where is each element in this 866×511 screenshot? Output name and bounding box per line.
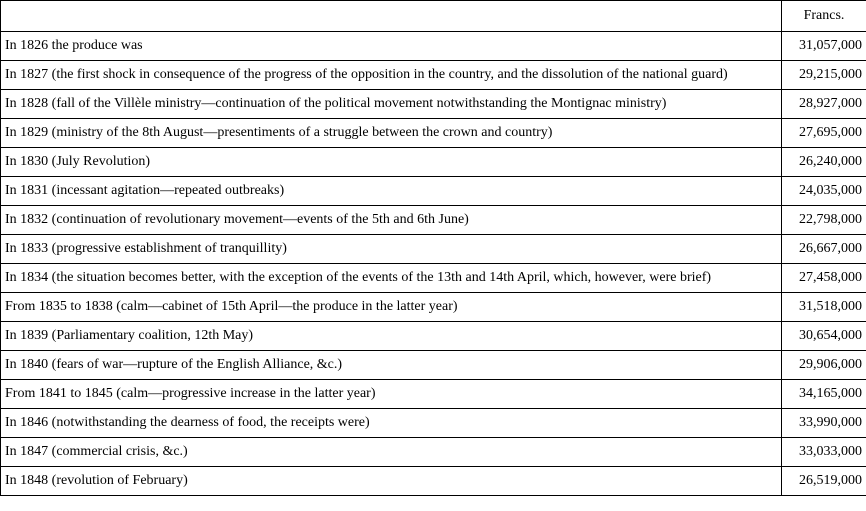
row-label: In 1830 (July Revolution)	[1, 148, 782, 177]
row-label: In 1829 (ministry of the 8th August—presentiments of a struggle between the crown and country)	[1, 119, 782, 148]
row-label: In 1832 (continuation of revolutionary movement—events of the 5th and 6th June)	[1, 206, 782, 235]
row-label: In 1847 (commercial crisis, &c.)	[1, 438, 782, 467]
table-row	[1, 409, 866, 438]
row-label: In 1848 (revolution of February)	[1, 467, 782, 496]
row-label: In 1831 (incessant agitation—repeated outbreaks)	[1, 177, 782, 206]
table-row	[1, 322, 866, 351]
table-row	[1, 177, 866, 206]
row-value: 31,518,000	[782, 293, 866, 322]
row-value: 34,165,000	[782, 380, 866, 409]
row-label: In 1833 (progressive establishment of tranquillity)	[1, 235, 782, 264]
row-value: 29,215,000	[782, 61, 866, 90]
row-value: 28,927,000	[782, 90, 866, 119]
row-value: 30,654,000	[782, 322, 866, 351]
row-value: 33,033,000	[782, 438, 866, 467]
row-value: 31,057,000	[782, 32, 866, 61]
table-row	[1, 119, 866, 148]
unit-header: Francs.	[782, 1, 866, 32]
header-empty-cell	[1, 1, 782, 32]
row-label: In 1840 (fears of war—rupture of the English Alliance, &c.)	[1, 351, 782, 380]
table-row	[1, 438, 866, 467]
table-row	[1, 90, 866, 119]
row-value: 26,240,000	[782, 148, 866, 177]
row-label: In 1839 (Parliamentary coalition, 12th May)	[1, 322, 782, 351]
table-row	[1, 206, 866, 235]
row-label: In 1828 (fall of the Villèle ministry—continuation of the political movement notwithstanding the Montignac ministry)	[1, 90, 782, 119]
row-label: From 1835 to 1838 (calm—cabinet of 15th April—the produce in the latter year)	[1, 293, 782, 322]
row-value: 27,695,000	[782, 119, 866, 148]
row-label: In 1827 (the first shock in consequence of the progress of the opposition in the country, and the dissolution of the national guard)	[1, 61, 782, 90]
table-row	[1, 61, 866, 90]
table-row	[1, 380, 866, 409]
table-row	[1, 351, 866, 380]
table-row	[1, 235, 866, 264]
table-row	[1, 293, 866, 322]
table-row	[1, 32, 866, 61]
table-header-row	[1, 1, 866, 32]
row-value: 26,519,000	[782, 467, 866, 496]
row-label: In 1826 the produce was	[1, 32, 782, 61]
table-row	[1, 264, 866, 293]
row-value: 22,798,000	[782, 206, 866, 235]
row-value: 24,035,000	[782, 177, 866, 206]
row-value: 33,990,000	[782, 409, 866, 438]
row-label: In 1846 (notwithstanding the dearness of food, the receipts were)	[1, 409, 782, 438]
row-value: 26,667,000	[782, 235, 866, 264]
table-row	[1, 148, 866, 177]
row-label: In 1834 (the situation becomes better, with the exception of the events of the 13th and 14th April, which, however, were brief)	[1, 264, 782, 293]
row-value: 27,458,000	[782, 264, 866, 293]
row-value: 29,906,000	[782, 351, 866, 380]
table-row	[1, 467, 866, 496]
row-label: From 1841 to 1845 (calm—progressive increase in the latter year)	[1, 380, 782, 409]
